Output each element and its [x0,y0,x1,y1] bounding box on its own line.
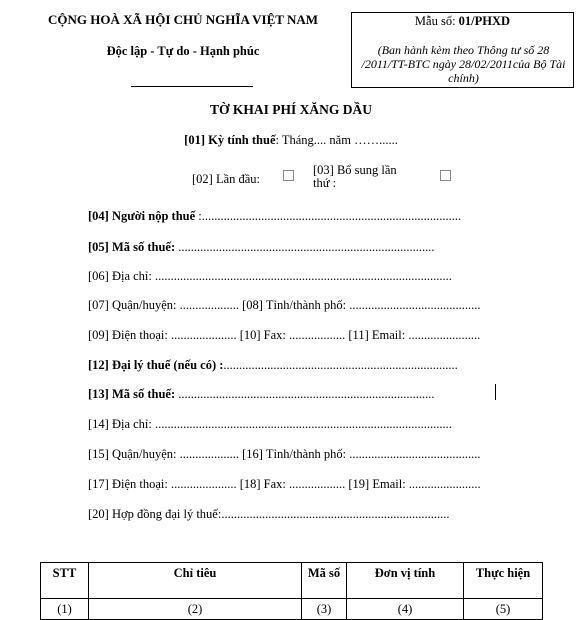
document-title: TỜ KHAI PHÍ XĂNG DẦU [209,102,372,117]
col-header-actual: Thực hiện [464,563,543,599]
form-number [352,14,573,29]
table-cell: (1) [41,599,89,620]
first-time-checkbox[interactable] [283,170,294,181]
col-header-unit: Đơn vị tính [347,563,464,599]
form-number-code: 01/PHXD [458,14,511,28]
district-province-field[interactable]: [07] Quận/huyện: ................... [08] Tỉnh/thành phố: .......................................... [88,298,481,312]
table-cell: (5) [464,599,543,620]
table-cell: (2) [89,599,302,620]
tax-code-field[interactable] [88,240,435,255]
table-cell: (4) [347,599,464,620]
tax-period [0,133,582,148]
tax-period-value: : Tháng.... năm ……...... [275,133,398,147]
first-time-label: [02] Lần đầu: [192,172,261,186]
form-number-box [351,12,574,88]
form-issuance-note: (Ban hành kèm theo Thông tư số 28 /2011/TT-BTC ngày 28/02/2011của Bộ Tài chính) [361,43,566,85]
taxpayer-label: [04] Người nộp thuế [88,209,196,223]
agent-tax-code-field[interactable] [88,387,435,402]
col-header-stt: STT [41,563,89,599]
agent-tax-code-label: [13] Mã số thuế: [88,387,176,401]
supplement-checkbox[interactable] [440,170,451,181]
motto: Độc lập - Tự do - Hạnh phúc [106,44,260,58]
col-header-code: Mã số [302,563,347,599]
table-index-row [41,599,543,620]
tax-period-label: [01] Kỳ tính thuế [184,133,276,147]
tax-code-label: [05] Mã số thuế: [88,240,176,254]
agent-phone-fax-email-field[interactable]: [17] Điện thoại: ..................... [18] Fax: .................. [19] Email: ....................... [88,477,481,491]
address-field[interactable]: [06] Địa chỉ: ............................................................................................... [88,269,452,283]
agent-tax-code-dots: .................................................................................. [175,387,435,401]
tax-agent-field[interactable] [88,358,458,373]
nation-heading: CỘNG HOÀ XÃ HỘI CHỦ NGHĨA VIỆT NAM [47,12,319,27]
agent-address-field[interactable]: [14] Địa chỉ: ............................................................................................... [88,417,452,431]
form-number-label: Mẫu số: [414,14,459,28]
text-cursor [495,384,496,400]
agent-contract-field[interactable]: [20] Hợp đồng đại lý thuế:......................................................................... [88,507,450,521]
taxpayer-field[interactable] [88,209,461,224]
supplement-label: [03] Bổ sung lần thứ : [313,163,397,190]
agent-district-province-field[interactable]: [15] Quận/huyện: ................... [16] Tỉnh/thành phố: .......................................... [88,447,481,461]
taxpayer-dots: :................................................................................... [195,209,462,223]
table-cell: (3) [302,599,347,620]
tax-code-dots: .................................................................................. [175,240,435,254]
tax-agent-label: [12] Đại lý thuế (nếu có) : [88,358,224,372]
col-header-indicator: Chỉ tiêu [89,563,302,599]
fee-table [40,562,543,620]
motto-underline [131,86,253,87]
phone-fax-email-field[interactable]: [09] Điện thoại: ..................... [10] Fax: .................. [11] Email: ....................... [88,328,481,342]
tax-agent-dots: ........................................................................... [223,358,458,372]
table-header-row [41,563,543,599]
